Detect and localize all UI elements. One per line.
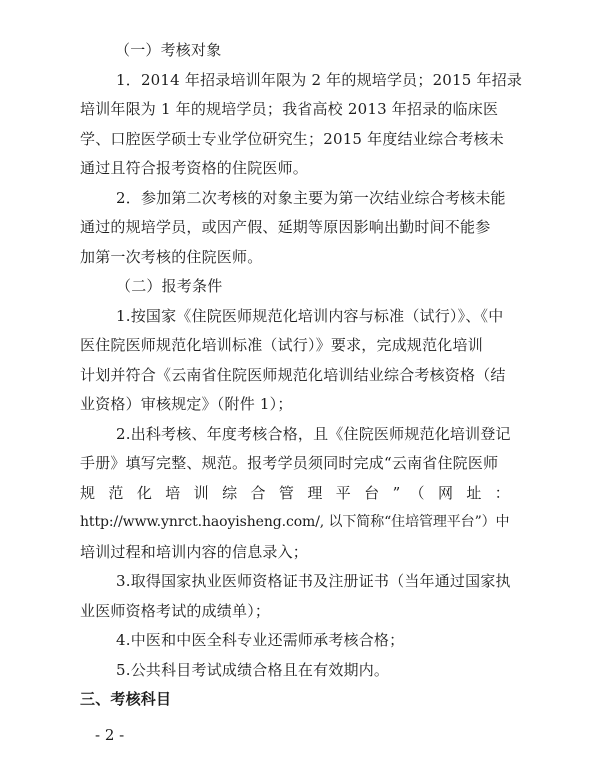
cond4: 4.中医和中医全科专业还需师承考核合格； [116,631,405,649]
cond1-line2: 医住院医师规范化培训标准（试行）》要求，完成规范化培训 [80,336,483,354]
item1-line3: 学、口腔医学硕士专业学位研究生；2015 年度结业综合考核未 [80,130,504,148]
cond2-line5: 培训过程和培训内容的信息录入； [80,543,309,561]
cond2-line2: 手册》填写完整、规范。报考学员须同时完成“云南省住院医师 [80,454,499,472]
cond2-line4: http://www.ynrct.haoyisheng.com/, 以下简称“住培管理平台”）中 [80,514,510,530]
cond1-line1: 1.按国家《住院医师规范化培训内容与标准（试行）》、《中 [116,307,504,325]
section1-heading: （一）考核对象 [115,41,222,59]
item2-line3: 加第一次考核的住院医师。 [80,248,263,266]
cond1-line4: 业资格）审核规定》（附件 1）； [80,395,293,413]
item2-line2: 通过的规培学员，或因产假、延期等原因影响出勤时间不能参 [80,218,491,236]
item1-line4: 通过且符合报考资格的住院医师。 [80,159,309,177]
cond3-line2: 业医师资格考试的成绩单）； [80,602,271,620]
cond5: 5.公共科目考试成绩合格且在有效期内。 [116,661,390,679]
item1-line2: 培训年限为 1 年的规培学员；我省高校 2013 年招录的临床医 [80,100,499,118]
item1-line1: 1．2014 年招录培训年限为 2 年的规培学员；2015 年招录 [116,71,523,89]
section2-heading: （二）报考条件 [116,277,223,295]
cond3-line1: 3.取得国家执业医师资格证书及注册证书（当年通过国家执 [116,572,511,590]
cond1-line3: 计划并符合《云南省住院医师规范化培训结业综合考核资格（结 [80,366,506,384]
cond2-line1: 2.出科考核、年度考核合格，且《住院医师规范化培训登记 [116,425,511,443]
page-number: - 2 - [95,726,125,744]
cond2-line3: 规 范 化 培 训 综 合 管 理 平 台 ” （ 网 址 ： [80,484,510,502]
item2-line1: 2．参加第二次考核的对象主要为第一次结业综合考核未能 [116,189,506,207]
section3-heading: 三、考核科目 [80,690,172,708]
